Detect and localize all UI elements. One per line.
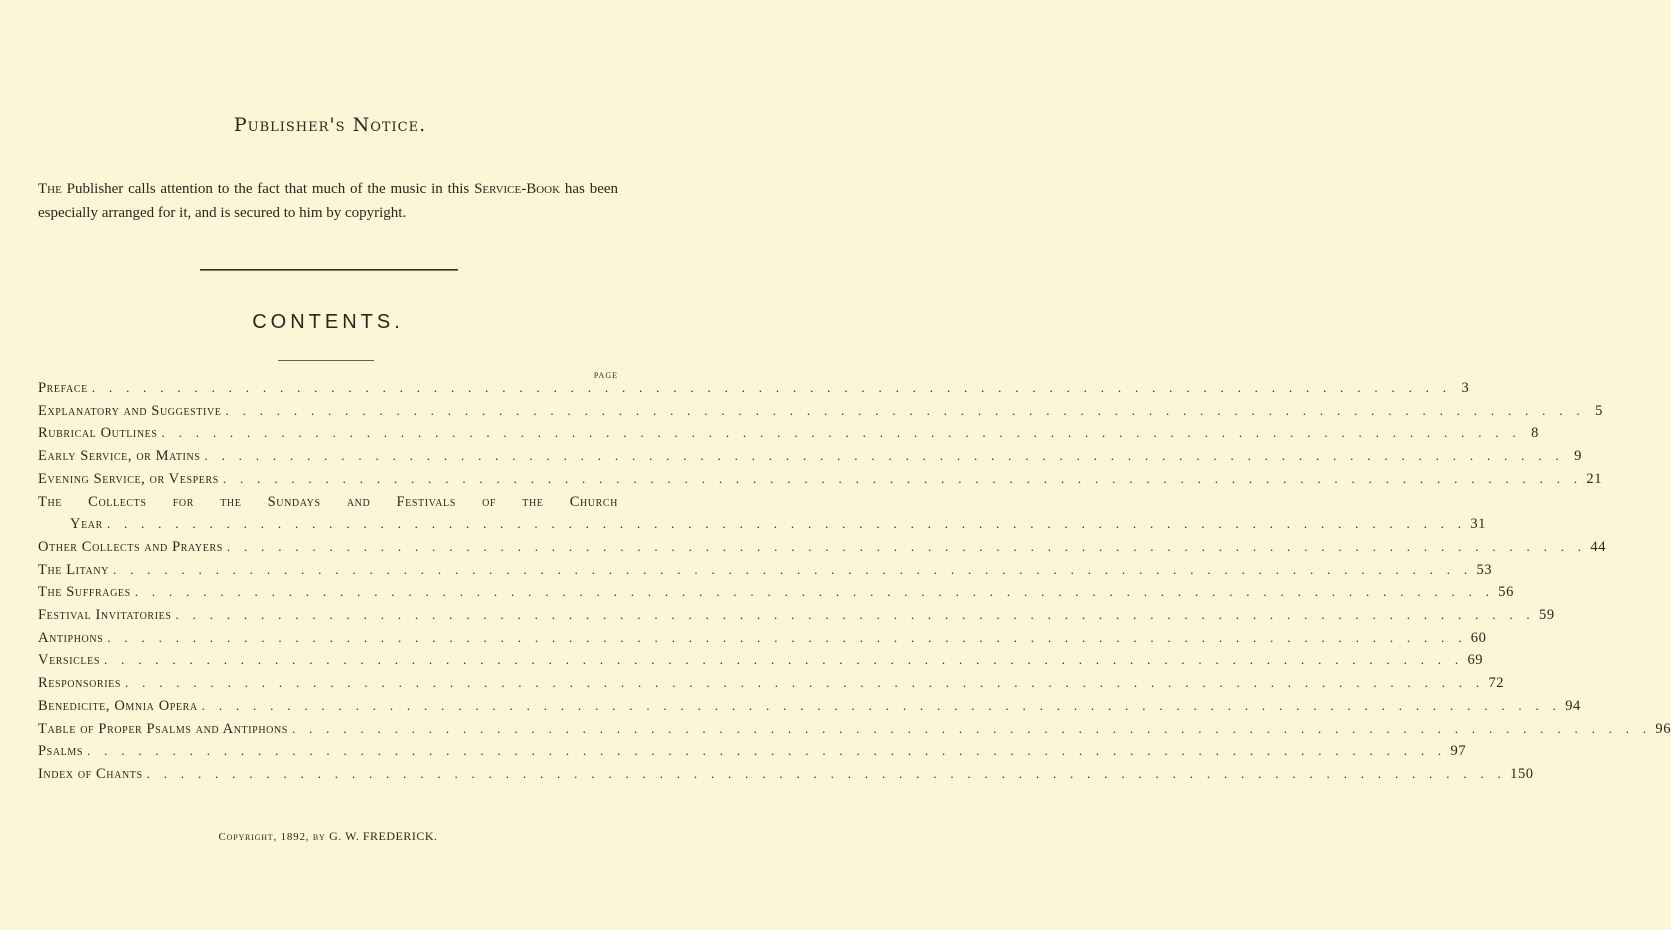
copyright-holder: G. W. FREDERICK. xyxy=(329,829,438,843)
toc-entry-label: Other Collects and Prayers xyxy=(38,538,223,555)
toc-leader-dots: . . . . . . . . . . . . . . . . . . . . . . . . . . . . . . . . . . . . . . . . . . . . . . . . . . . . . . . . . . . . . . . . . . . . . . . . . . . . . . . . xyxy=(106,516,1467,532)
toc-leader-dots: . . . . . . . . . . . . . . . . . . . . . . . . . . . . . . . . . . . . . . . . . . . . . . . . . . . . . . . . . . . . . . . . . . . . . . . . . . . . . . . . xyxy=(226,538,1587,554)
toc-entry-label: The Collects for the Sundays and Festivals of the Church xyxy=(38,493,618,510)
toc-entry-label: Table of Proper Psalms and Antiphons xyxy=(38,720,288,737)
toc-entry-label: Festival Invitatories xyxy=(38,607,172,623)
toc-entry-label: Explanatory and Suggestive xyxy=(38,402,222,419)
toc-entry xyxy=(38,720,1671,743)
toc-entry-page: 56 xyxy=(1498,584,1514,601)
toc-entry xyxy=(38,584,1514,606)
toc-leader-dots: . . . . . . . . . . . . . . . . . . . . . . . . . . . . . . . . . . . . . . . . . . . . . . . . . . . . . . . . . . . . . . . . . . . . . . . . . . . . . . . . xyxy=(175,607,1535,622)
publisher-notice-text xyxy=(38,178,618,225)
toc-entry-page: 5 xyxy=(1595,402,1603,419)
toc-leader-dots: . . . . . . . . . . . . . . . . . . . . . . . . . . . . . . . . . . . . . . . . . . . . . . . . . . . . . . . . . . . . . . . . . . . . . . . . . . . . . . . . xyxy=(91,380,1452,395)
toc-entry xyxy=(38,425,1539,447)
toc-entry xyxy=(38,675,1505,697)
toc-entry-page: 60 xyxy=(1470,629,1487,646)
toc-entry xyxy=(38,380,1470,402)
toc-leader-dots: . . . . . . . . . . . . . . . . . . . . . . . . . . . . . . . . . . . . . . . . . . . . . . . . . . . . . . . . . . . . . . . . . . . . . . . . . . . . . . . . xyxy=(146,765,1507,781)
toc-entry-page: 3 xyxy=(1461,380,1470,396)
toc-entry xyxy=(38,402,1603,425)
notice-text-end: has been especially arranged for it, and is secured to him by copyright. xyxy=(38,181,619,221)
toc-entry-label: The Suffrages xyxy=(38,584,131,601)
page-column-label: PAGE xyxy=(593,371,618,380)
notice-text-part: Publisher calls attention to the fact that much of the music in this xyxy=(61,181,475,197)
toc-entry-page: 97 xyxy=(1450,743,1467,760)
toc-leader-dots: . . . . . . . . . . . . . . . . . . . . . . . . . . . . . . . . . . . . . . . . . . . . . . . . . . . . . . . . . . . . . . . . . . . . . . . . . . . . . . . . xyxy=(104,652,1464,668)
toc-entry-page: 53 xyxy=(1476,561,1493,578)
toc-entry xyxy=(38,561,1493,584)
toc-entry xyxy=(38,470,1603,493)
toc-entry xyxy=(38,607,1555,629)
toc-leader-dots: . . . . . . . . . . . . . . . . . . . . . . . . . . . . . . . . . . . . . . . . . . . . . . . . . . . . . . . . . . . . . . . . . . . . . . . . . . . . . . . . xyxy=(222,470,1583,486)
toc-entry-page: 59 xyxy=(1538,607,1555,623)
toc-entry-page: 8 xyxy=(1531,425,1539,442)
toc-leader-dots: . . . . . . . . . . . . . . . . . . . . . . . . . . . . . . . . . . . . . . . . . . . . . . . . . . . . . . . . . . . . . . . . . . . . . . . . . . . . . . . . xyxy=(291,720,1652,736)
toc-entry-page: 21 xyxy=(1586,470,1603,487)
toc-leader-dots: . . . . . . . . . . . . . . . . . . . . . . . . . . . . . . . . . . . . . . . . . . . . . . . . . . . . . . . . . . . . . . . . . . . . . . . . . . . . . . . . xyxy=(225,402,1585,418)
notice-word-the: The xyxy=(38,181,62,197)
toc-leader-dots: . . . . . . . . . . . . . . . . . . . . . . . . . . . . . . . . . . . . . . . . . . . . . . . . . . . . . . . . . . . . . . . . . . . . . . . . . . . . . . . . xyxy=(134,584,1495,600)
toc-leader-dots: . . . . . . . . . . . . . . . . . . . . . . . . . . . . . . . . . . . . . . . . . . . . . . . . . . . . . . . . . . . . . . . . . . . . . . . . . . . . . . . . xyxy=(204,448,1564,464)
toc-entry-label: Evening Service, or Vespers xyxy=(38,470,219,487)
toc-entry xyxy=(38,448,1582,470)
toc-entry-label: Psalms xyxy=(38,743,84,760)
toc-entry xyxy=(38,652,1484,674)
toc-entry xyxy=(38,697,1581,720)
toc-entry-label: Index of Chants xyxy=(38,765,143,782)
notice-service-book: Service-Book xyxy=(474,181,561,197)
toc-entry-label: Antiphons xyxy=(38,629,104,646)
toc-leader-dots: . . . . . . . . . . . . . . . . . . . . . . . . . . . . . . . . . . . . . . . . . . . . . . . . . . . . . . . . . . . . . . . . . . . . . . . . . . . . . . . . xyxy=(107,629,1467,645)
copyright-prefix: Copyright, 1892, by xyxy=(218,831,330,843)
toc-entry xyxy=(70,516,1487,538)
toc-leader-dots: . . . . . . . . . . . . . . . . . . . . . . . . . . . . . . . . . . . . . . . . . . . . . . . . . . . . . . . . . . . . . . . . . . . . . . . . . . . . . . . . xyxy=(125,675,1485,691)
contents-rule xyxy=(278,360,374,361)
toc-entry-page: 72 xyxy=(1488,675,1505,692)
toc-entry-label: Rubrical Outlines xyxy=(38,425,158,442)
toc-leader-dots: . . . . . . . . . . . . . . . . . . . . . . . . . . . . . . . . . . . . . . . . . . . . . . . . . . . . . . . . . . . . . . . . . . . . . . . . . . . . . . . . xyxy=(87,743,1447,759)
publisher-notice-title: Publisher's Notice. xyxy=(233,114,427,136)
toc-entry-page: 69 xyxy=(1467,652,1484,669)
toc-entry-page: 44 xyxy=(1590,538,1607,555)
contents-title: CONTENTS. xyxy=(252,311,404,333)
toc-entry-page: 94 xyxy=(1565,697,1581,714)
toc-entry-label: Responsories xyxy=(38,675,121,692)
toc-leader-dots: . . . . . . . . . . . . . . . . . . . . . . . . . . . . . . . . . . . . . . . . . . . . . . . . . . . . . . . . . . . . . . . . . . . . . . . . . . . . . . . . xyxy=(201,697,1562,713)
toc-leader-dots: . . . . . . . . . . . . . . . . . . . . . . . . . . . . . . . . . . . . . . . . . . . . . . . . . . . . . . . . . . . . . . . . . . . . . . . . . . . . . . . . xyxy=(112,561,1473,577)
toc-leader-dots: . . . . . . . . . . . . . . . . . . . . . . . . . . . . . . . . . . . . . . . . . . . . . . . . . . . . . . . . . . . . . . . . . . . . . . . . . . . . . . . . xyxy=(161,425,1521,441)
toc-entry-label: Early Service, or Matins xyxy=(38,448,201,465)
toc-entry-label: Versicles xyxy=(38,652,100,669)
toc-entry xyxy=(38,538,1607,561)
toc-entry-page: 150 xyxy=(1510,765,1534,782)
toc-entry xyxy=(38,743,1467,765)
toc-entry-page: 9 xyxy=(1574,448,1582,465)
toc-entry-page: 31 xyxy=(1470,516,1487,533)
toc-entry xyxy=(38,765,1534,788)
divider-rule xyxy=(200,269,458,271)
copyright-line xyxy=(0,829,656,844)
toc-entry-label: Preface xyxy=(38,380,88,396)
toc-entry xyxy=(38,629,1487,652)
toc-entry-label: Benedicite, Omnia Opera xyxy=(38,697,198,714)
toc-entry-label: The Litany xyxy=(38,561,109,578)
toc-entry-continuation: Year xyxy=(70,516,103,533)
toc-entry-page: 96 xyxy=(1655,720,1671,737)
